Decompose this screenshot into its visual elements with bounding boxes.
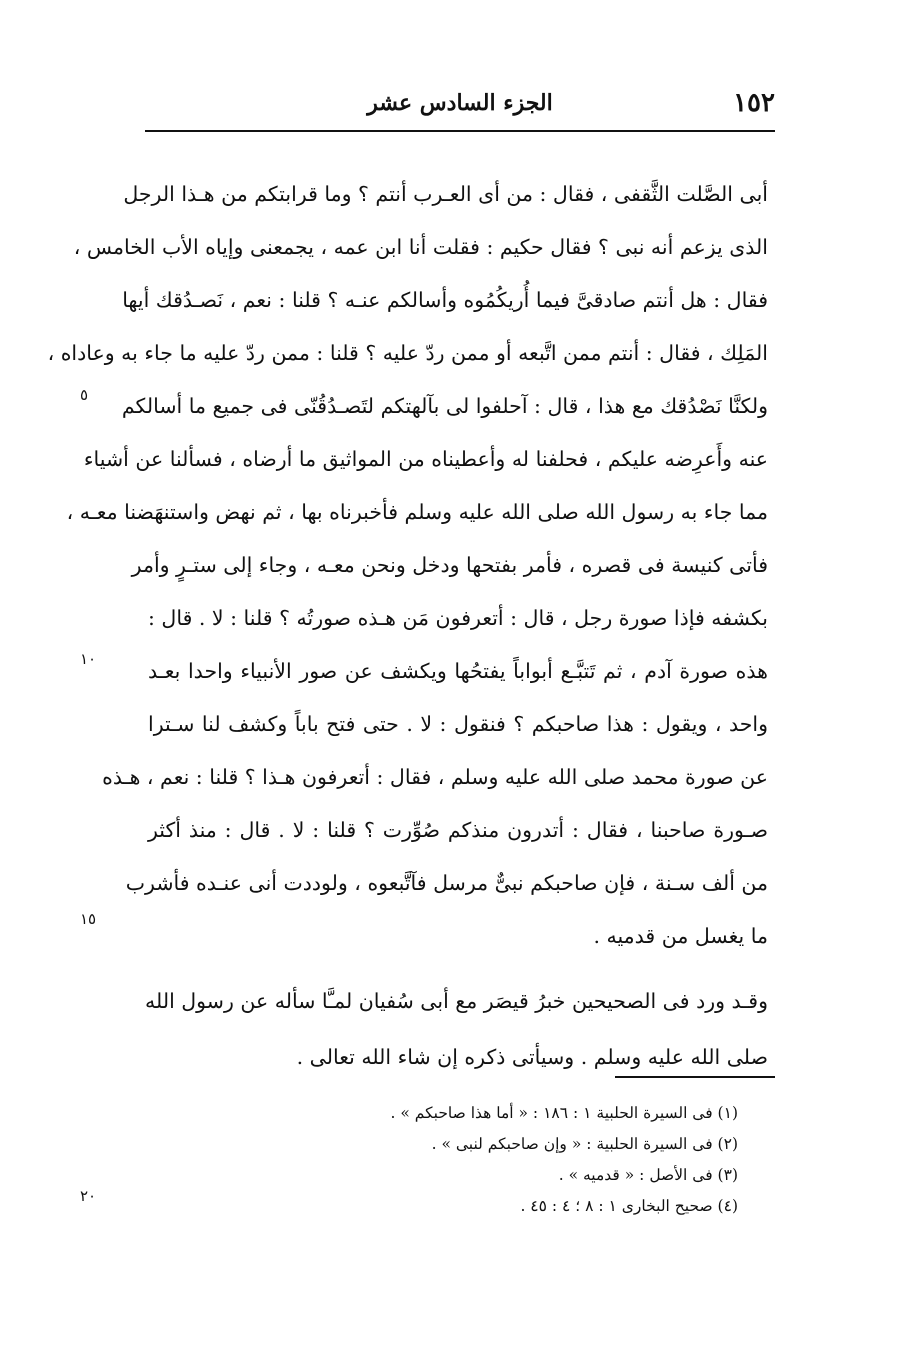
text-line: المَلِك ، فقال : أنتم ممن اتَّبعه أو ممن ردّ عليه ؟ قلنا : ممن ردّ عليه ما جاء به وعاداه ،	[47, 341, 768, 365]
header-rule	[145, 130, 775, 132]
footnote: (٢) فى السيرة الحلبية : « وإن صاحبكم لنبى » .	[431, 1135, 738, 1153]
text-line: عنه وأَعرِضه عليكم ، فحلفنا له وأعطيناه من المواثيق ما أرضاه ، فسألنا عن أشياء	[83, 447, 768, 471]
text-line: بكشفه فإذا صورة رجل ، قال : أتعرفون مَن هـذه صورتُه ؟ قلنا : لا . قال :	[148, 606, 768, 630]
page-header	[145, 88, 775, 128]
text-line: صلى الله عليه وسلم . وسيأتى ذكره إن شاء الله تعالى .	[296, 1045, 768, 1069]
text-line: فقال : هل أنتم صادقىَّ فيما أُريكُمُوه وأسالكم عنـه ؟ قلنا : نعم ، نَصـدُقك أيها	[122, 288, 768, 312]
line-number: ١٥	[80, 910, 97, 928]
text-line: وقـد ورد فى الصحيحين خبرُ قيصَر مع أبى سُفيان لمـَّا سأله عن رسول الله	[145, 989, 768, 1013]
line-number: ٢٠	[80, 1187, 97, 1205]
text-line: هذه صورة آدم ، ثم تَتبَّـع أبواباً يفتحُها ويكشف عن صور الأنبياء واحدا بعـد	[148, 659, 768, 683]
text-line: مما جاء به رسول الله صلى الله عليه وسلم فأخبرناه بها ، ثم نهض واستنهَضنا معـه ،	[66, 500, 768, 524]
text-line: فأتى كنيسة فى قصره ، فأمر بفتحها ودخل ونحن معـه ، وجاء إلى ستـرٍ وأمر	[131, 553, 768, 577]
footnote-rule	[615, 1076, 775, 1078]
line-number: ١٠	[80, 650, 97, 668]
text-line: عن صورة محمد صلى الله عليه وسلم ، فقال : أتعرفون هـذا ؟ قلنا : نعم ، هـذه	[102, 765, 768, 789]
text-line: صـورة صاحبنا ، فقال : أتدرون منذكم صُوِّرت ؟ قلنا : لا . قال : منذ أكثر	[148, 818, 768, 842]
running-title: الجزء السادس عشر	[367, 90, 553, 116]
text-line: أبى الصَّلت الثَّقفى ، فقال : من أى العـرب أنتم ؟ وما قرابتكم من هـذا الرجل	[123, 182, 768, 206]
text-line: ولكنَّا نَصْدُقك مع هذا ، قال : آحلفوا لى بآلهتكم لتَصـدُقُنّى فى جميع ما أسالكم	[121, 394, 768, 418]
text-line: واحد ، ويقول : هذا صاحبكم ؟ فنقول : لا . حتى فتح باباً وكشف لنا سـترا	[148, 712, 768, 736]
footnote: (١) فى السيرة الحلبية ١ : ١٨٦ : « أما هذا صاحبكم » .	[390, 1104, 738, 1122]
text-line: الذى يزعم أنه نبى ؟ فقال حكيم : فقلت أنا ابن عمه ، يجمعنى وإياه الأب الخامس ،	[73, 235, 768, 259]
text-line: ما يغسل من قدميه .	[593, 924, 768, 948]
page-number: ١٥٢	[733, 88, 775, 118]
line-number: ٥	[80, 386, 89, 404]
footnote: (٣) فى الأصل : « قدميه » .	[558, 1166, 738, 1184]
footnotes	[391, 1098, 738, 1222]
text-line: من ألف سـنة ، فإن صاحبكم نبىٌّ مرسل فآتَّبعوه ، ولوددت أنى عنـده فأشرب	[125, 871, 768, 895]
footnote: (٤) صحيح البخارى ١ : ٨ ؛ ٤ : ٤٥ .	[520, 1197, 738, 1215]
